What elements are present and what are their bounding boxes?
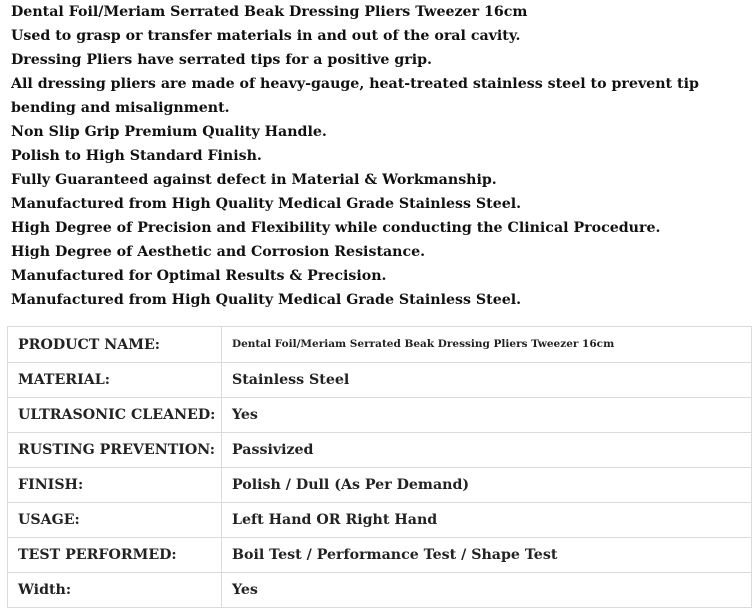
spec-row-ultrasonic-cleaned — [8, 398, 752, 433]
description-line: High Degree of Aesthetic and Corrosion Resistance. — [11, 244, 426, 260]
spec-label: RUSTING PREVENTION: — [8, 433, 222, 468]
spec-label: Width: — [8, 573, 222, 608]
spec-value: Passivized — [222, 433, 752, 468]
spec-label: MATERIAL: — [8, 363, 222, 398]
spec-label: TEST PERFORMED: — [8, 538, 222, 573]
spec-value: Dental Foil/Meriam Serrated Beak Dressing Pliers Tweezer 16cm — [222, 327, 752, 363]
spec-value: Yes — [222, 573, 752, 608]
description-line: Dressing Pliers have serrated tips for a positive grip. — [11, 52, 432, 68]
specifications-table — [7, 326, 752, 608]
spec-label: ULTRASONIC CLEANED: — [8, 398, 222, 433]
spec-value: Boil Test / Performance Test / Shape Test — [222, 538, 752, 573]
spec-row-rusting-prevention — [8, 433, 752, 468]
description-line: Non Slip Grip Premium Quality Handle. — [11, 124, 327, 140]
spec-row-finish — [8, 468, 752, 503]
spec-value: Polish / Dull (As Per Demand) — [222, 468, 752, 503]
description-line: Used to grasp or transfer materials in and out of the oral cavity. — [11, 28, 521, 44]
description-line: Manufactured from High Quality Medical Grade Stainless Steel. — [11, 196, 522, 212]
spec-value: Yes — [222, 398, 752, 433]
description-line: Dental Foil/Meriam Serrated Beak Dressing Pliers Tweezer 16cm — [11, 4, 528, 20]
spec-row-product-name — [8, 327, 752, 363]
description-line: Manufactured from High Quality Medical Grade Stainless Steel. — [11, 292, 522, 308]
description-line: Fully Guaranteed against defect in Material & Workmanship. — [11, 172, 497, 188]
spec-value: Left Hand OR Right Hand — [222, 503, 752, 538]
spec-row-material — [8, 363, 752, 398]
spec-row-test-performed — [8, 538, 752, 573]
spec-value: Stainless Steel — [222, 363, 752, 398]
product-description — [11, 0, 746, 312]
description-line: High Degree of Precision and Flexibility while conducting the Clinical Procedure. — [11, 220, 661, 236]
description-line: All dressing pliers are made of heavy-gauge, heat-treated stainless steel to prevent tip bending and misalignment. — [11, 76, 699, 116]
spec-row-width — [8, 573, 752, 608]
spec-row-usage — [8, 503, 752, 538]
spec-label: PRODUCT NAME: — [8, 327, 222, 363]
description-line: Polish to High Standard Finish. — [11, 148, 262, 164]
spec-label: USAGE: — [8, 503, 222, 538]
spec-label: FINISH: — [8, 468, 222, 503]
description-line: Manufactured for Optimal Results & Precision. — [11, 268, 387, 284]
